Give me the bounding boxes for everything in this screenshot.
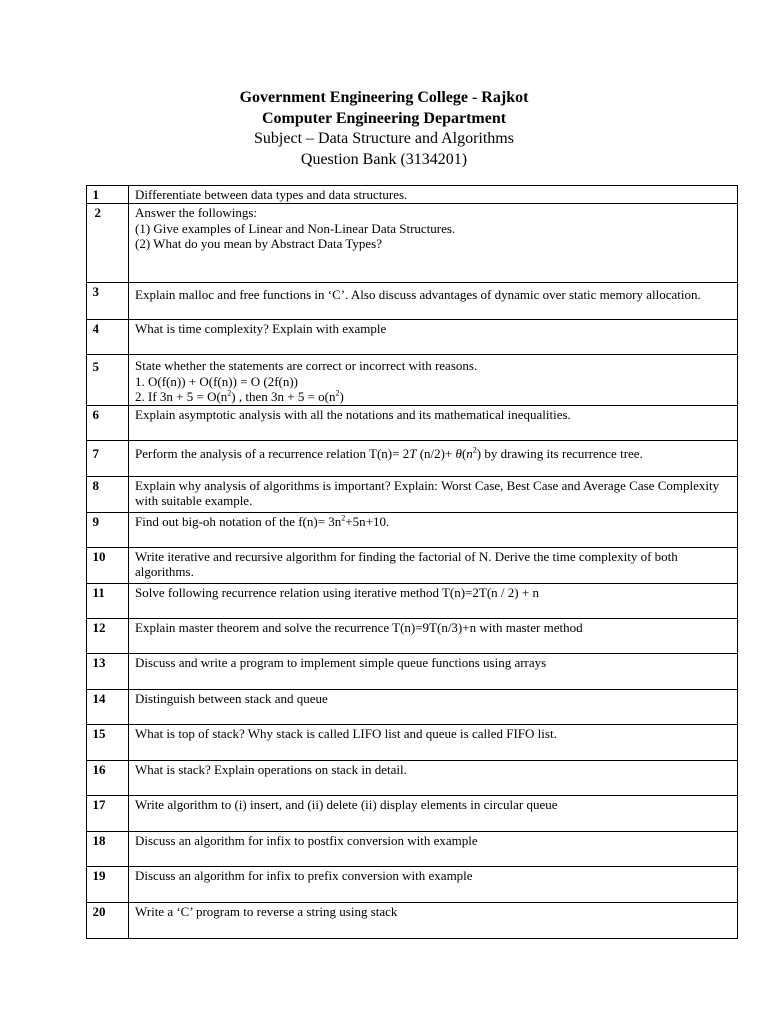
question-text: Write algorithm to (i) insert, and (ii) delete (ii) display elements in circular queue (129, 795, 738, 831)
department-name: Computer Engineering Department (261, 109, 507, 127)
question-text: Discuss an algorithm for infix to postfix conversion with example (129, 831, 738, 866)
question-number: 13 (87, 653, 129, 689)
question-number: 20 (87, 902, 129, 938)
table-row (87, 440, 738, 476)
question-number: 2 (87, 204, 129, 283)
question-text: Write a ‘C’ program to reverse a string using stack (129, 902, 738, 938)
question-number: 12 (87, 618, 129, 653)
question-number: 5 (87, 355, 129, 406)
question-text: Discuss and write a program to implement simple queue functions using arrays (129, 653, 738, 689)
question-number: 10 (87, 547, 129, 583)
question-number: 7 (87, 440, 129, 476)
question-number: 16 (87, 760, 129, 795)
question-text: Discuss an algorithm for infix to prefix conversion with example (129, 866, 738, 902)
question-text: Find out big-oh notation of the $f(n)= 3n^2+5n+10$. (129, 512, 738, 547)
question-text: What is stack? Explain operations on stack in detail. (129, 760, 738, 795)
question-number: 9 (87, 512, 129, 547)
question-text: Answer the followings: (1) Give examples of Linear and Non-Linear Data Structures. (2) What do you mean by Abstract Data Types? (129, 204, 738, 283)
question-number: 3 (87, 283, 129, 320)
question-number: 17 (87, 795, 129, 831)
question-number: 18 (87, 831, 129, 866)
table-row (87, 283, 738, 320)
table-row (87, 405, 738, 440)
table-row (87, 355, 738, 406)
question-number: 19 (87, 866, 129, 902)
question-text: Explain why analysis of algorithms is important? Explain: Worst Case, Best Case and Average Case Complexity with suitable example. (129, 476, 738, 512)
document-header (0, 88, 768, 170)
question-number: 1 (87, 186, 129, 204)
question-number: 8 (87, 476, 129, 512)
table-row (87, 204, 738, 283)
table-row (87, 618, 738, 653)
question-number: 14 (87, 689, 129, 724)
question-text: Explain master theorem and solve the recurrence T(n)=9T(n/3)+n with master method (129, 618, 738, 653)
subject-title: Subject – Data Structure and Algorithms (254, 130, 514, 147)
question-text: Explain asymptotic analysis with all the notations and its mathematical inequalities. (129, 405, 738, 440)
table-row (87, 476, 738, 512)
table-row (87, 583, 738, 618)
question-number: 4 (87, 320, 129, 355)
question-text: Distinguish between stack and queue (129, 689, 738, 724)
question-text: What is time complexity? Explain with example (129, 320, 738, 355)
question-text: What is top of stack? Why stack is called LIFO list and queue is called FIFO list. (129, 724, 738, 760)
question-text: Write iterative and recursive algorithm for finding the factorial of N. Derive the time complexity of both algorithms. (129, 547, 738, 583)
table-row (87, 831, 738, 866)
question-text: State whether the statements are correct or incorrect with reasons. 1. O(f(n)) + O(f(n)) = O (2f(n)) 2. If $3n + 5 = O(n^2)$ , then $3n + 5 = o(n^2)$ (129, 355, 738, 406)
table-row (87, 186, 738, 204)
question-text: Perform the analysis of a recurrence relation T(n)= 2T $(n/2)+ \theta(n^2)$ by drawing its recurrence tree. (129, 440, 738, 476)
table-row (87, 547, 738, 583)
question-table (86, 185, 738, 939)
question-number: 15 (87, 724, 129, 760)
table-row (87, 902, 738, 938)
table-row (87, 689, 738, 724)
question-text: Explain malloc and free functions in ‘C’. Also discuss advantages of dynamic over static memory allocation. (129, 283, 738, 320)
question-text: Differentiate between data types and data structures. (129, 186, 738, 204)
question-number: 6 (87, 405, 129, 440)
question-bank-title: Question Bank (3134201) (300, 150, 468, 168)
question-text: Solve following recurrence relation using iterative method T(n)=2T(n / 2) + n (129, 583, 738, 618)
table-row (87, 653, 738, 689)
table-row (87, 724, 738, 760)
college-name: Government Engineering College - Rajkot (239, 89, 529, 106)
table-row (87, 320, 738, 355)
table-row (87, 512, 738, 547)
table-row (87, 760, 738, 795)
table-row (87, 795, 738, 831)
table-row (87, 866, 738, 902)
question-number: 11 (87, 583, 129, 618)
